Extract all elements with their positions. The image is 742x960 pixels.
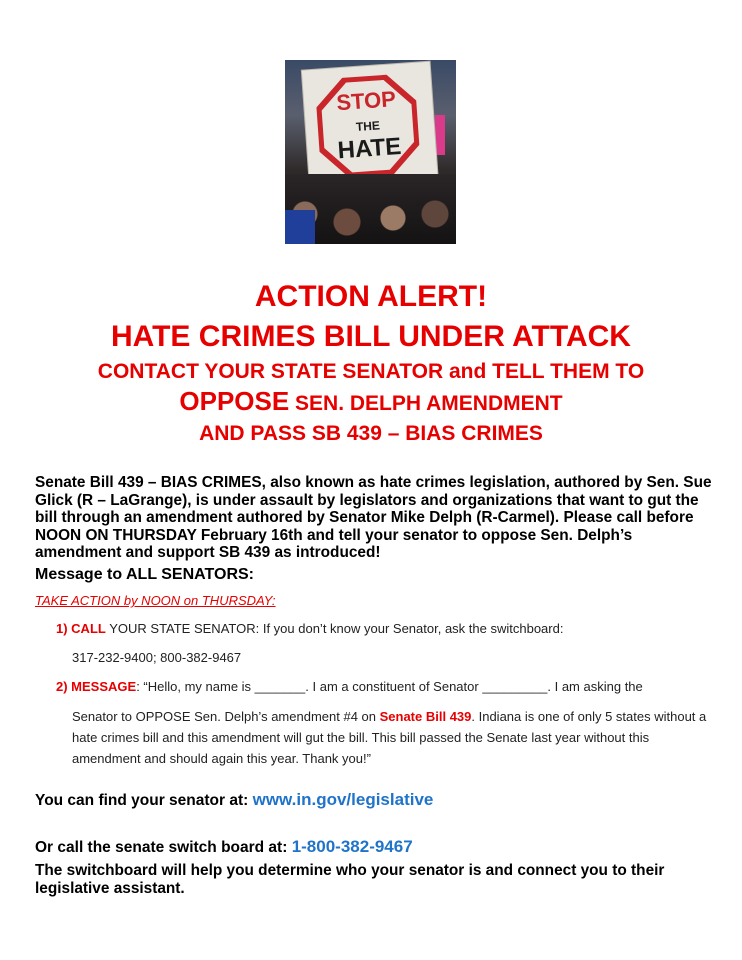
sign-text-top: STOP bbox=[335, 86, 397, 116]
step-message-line1: : “Hello, my name is _______. I am a constituent of Senator _________. I am asking the bbox=[136, 679, 643, 694]
step-message-label: 2) MESSAGE bbox=[56, 679, 137, 694]
switchboard-phones: 317-232-9400; 800-382-9467 bbox=[72, 650, 242, 665]
headline-action-alert: ACTION ALERT! bbox=[254, 280, 488, 313]
step-call-text: YOUR STATE SENATOR: If you don’t know your Senator, ask the switchboard: bbox=[105, 621, 564, 636]
sign-text-bottom: HATE bbox=[336, 132, 403, 165]
crowd-shirt bbox=[285, 210, 315, 244]
take-action-subheading: TAKE ACTION by NOON on THURSDAY: bbox=[35, 593, 276, 608]
message-body-b: . Indiana is one of only 5 states without a hate crimes bill and this amendment will gut the bill. This bill passed the Senate last year without this amendment and should again this year. Thank you!” bbox=[72, 709, 707, 766]
sign-text-mid: THE bbox=[355, 118, 381, 134]
step-call-label: 1) CALL bbox=[56, 621, 106, 636]
stop-sign-icon bbox=[315, 73, 422, 180]
find-senator-line bbox=[35, 790, 433, 810]
headline-pass-sb439: AND PASS SB 439 – BIAS CRIMES bbox=[199, 422, 543, 445]
headline-contact-senator: CONTACT YOUR STATE SENATOR and TELL THEM TO bbox=[97, 360, 645, 383]
call-switchboard-label: Or call the senate switch board at: bbox=[35, 839, 292, 856]
headline-oppose-amendment bbox=[0, 386, 742, 417]
message-body-a: Senator to OPPOSE Sen. Delph’s amendment #4 on bbox=[72, 709, 380, 724]
message-heading: Message to ALL SENATORS: bbox=[35, 566, 254, 583]
step-message bbox=[56, 679, 643, 694]
headline-amendment-text: SEN. DELPH AMENDMENT bbox=[289, 392, 563, 415]
switchboard-phone-link[interactable]: 1-800-382-9467 bbox=[291, 837, 413, 856]
message-bill-name: Senate Bill 439 bbox=[379, 709, 472, 724]
step-call bbox=[56, 621, 563, 636]
headline-oppose-word: OPPOSE bbox=[179, 386, 290, 416]
headline-bill-under-attack: HATE CRIMES BILL UNDER ATTACK bbox=[111, 320, 631, 353]
legislative-link[interactable]: www.in.gov/legislative bbox=[252, 790, 434, 809]
background-sign bbox=[435, 115, 445, 155]
switchboard-help-text: The switchboard will help you determine who your senator is and connect you to their legislative assistant. bbox=[35, 862, 665, 897]
intro-paragraph: Senate Bill 439 – BIAS CRIMES, also known as hate crimes legislation, authored by Sen. Sue Glick (R – LaGrange), is under assault by legislators and organizations that want to gut the bill through an amendment authored by Senator Mike Delph (R-Carmel). Please call before NOON ON THURSDAY February 16th and tell your senator to oppose Sen. Delph’s amendment and support SB 439 as introduced! bbox=[35, 474, 712, 561]
step-message-body bbox=[72, 706, 712, 769]
protest-photo bbox=[285, 60, 456, 244]
find-senator-label: You can find your senator at: bbox=[35, 792, 253, 809]
call-switchboard-line bbox=[35, 837, 413, 857]
